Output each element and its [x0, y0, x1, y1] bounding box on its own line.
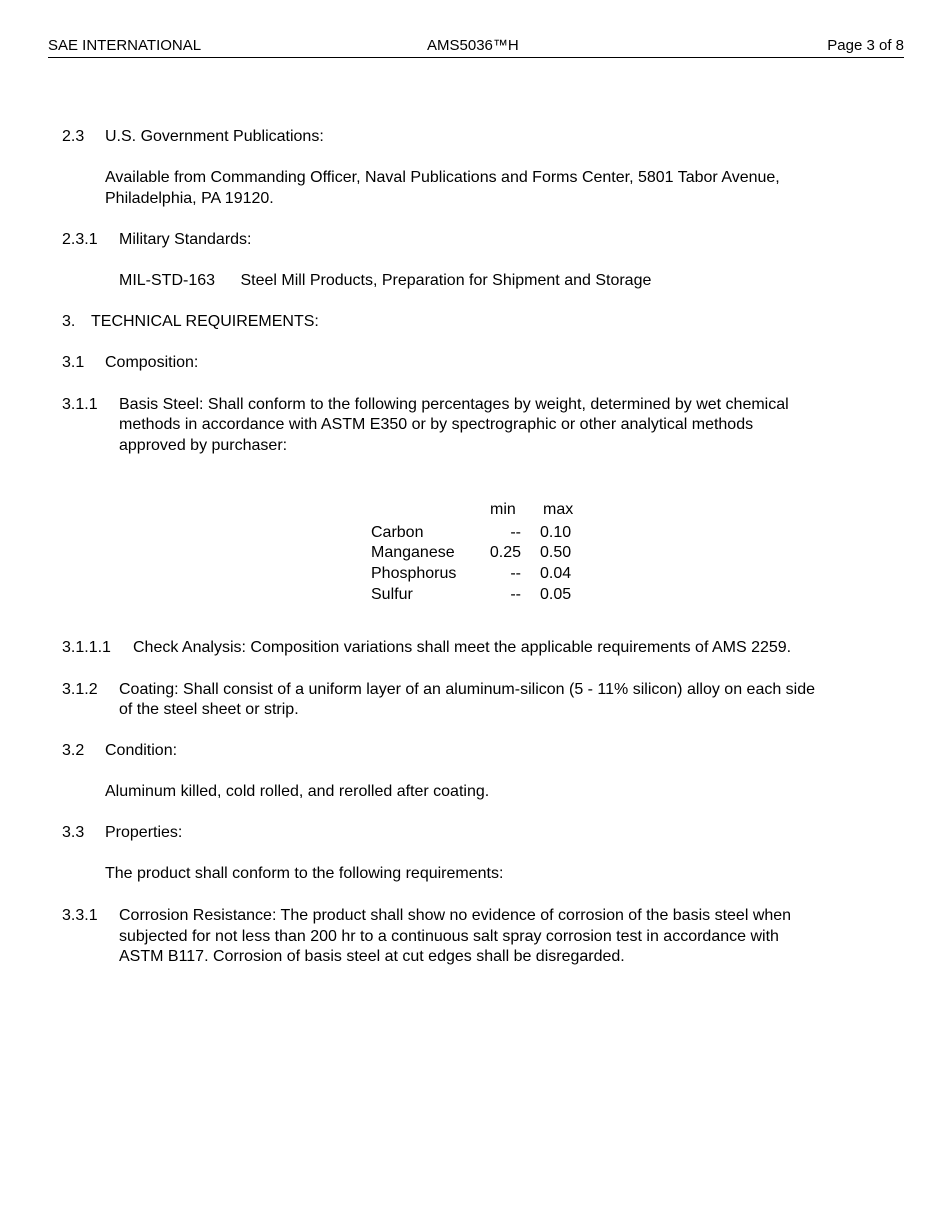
- section-text: Basis Steel: Shall conform to the following percentages by weight, determined by wet chemical: [119, 396, 789, 413]
- table-header-row: [371, 500, 591, 521]
- section-number: 2.3.1: [62, 231, 98, 248]
- section-3-1-2-line2: of the steel sheet or strip.: [119, 701, 299, 718]
- section-3-3-heading: [62, 823, 182, 844]
- section-title: Composition:: [105, 354, 199, 371]
- table-row: [371, 523, 591, 544]
- section-number: 3.1: [62, 354, 85, 371]
- element-name: Phosphorus: [371, 565, 457, 583]
- section-title: U.S. Government Publications:: [105, 128, 324, 145]
- section-text: Check Analysis: Composition variations shall meet the applicable requirements of AMS 2259.: [133, 639, 792, 656]
- section-2-3-1-heading: [62, 230, 252, 251]
- max-value: 0.10: [540, 523, 572, 541]
- section-3-3-body: The product shall conform to the following requirements:: [105, 865, 504, 882]
- element-name: Manganese: [371, 544, 455, 562]
- max-value: 0.04: [540, 565, 572, 583]
- section-3-1-1-1: [62, 638, 791, 659]
- column-header-min: min: [490, 501, 516, 518]
- element-name: Carbon: [371, 523, 424, 541]
- section-2-3-body-line1: Available from Commanding Officer, Naval Publications and Forms Center, 5801 Tabor Avenue,: [105, 169, 780, 186]
- section-3-3-1-line1: [62, 906, 791, 927]
- min-value: --: [510, 523, 521, 541]
- section-3-1-2-line1: [62, 680, 815, 701]
- section-text: Coating: Shall consist of a uniform layer of an aluminum-silicon (5 - 11% silicon) alloy on each side: [119, 681, 816, 698]
- section-number: 3.1.1.1: [62, 639, 111, 656]
- section-3-2-body: Aluminum killed, cold rolled, and rerolled after coating.: [105, 783, 490, 800]
- mil-std-entry: [119, 271, 651, 292]
- section-number: 2.3: [62, 128, 85, 145]
- section-3-3-1-line3: ASTM B117. Corrosion of basis steel at cut edges shall be disregarded.: [119, 948, 625, 965]
- section-2-3-heading: [62, 127, 324, 148]
- section-number: 3.3: [62, 824, 85, 841]
- table-row: [371, 543, 591, 564]
- header-page-number: Page 3 of 8: [827, 37, 904, 54]
- section-3-1-1-line2: methods in accordance with ASTM E350 or by spectrographic or other analytical methods: [119, 416, 754, 433]
- mil-std-code: MIL-STD-163: [119, 272, 216, 289]
- section-3-1-heading: [62, 353, 198, 374]
- min-value: 0.25: [489, 544, 521, 562]
- section-3-1-1-line1: [62, 395, 789, 416]
- column-header-max: max: [543, 501, 574, 518]
- section-text: Corrosion Resistance: The product shall show no evidence of corrosion of the basis steel when: [119, 907, 792, 924]
- section-title: Military Standards:: [119, 231, 252, 248]
- section-3-1-1-line3: approved by purchaser:: [119, 437, 288, 454]
- section-title: TECHNICAL REQUIREMENTS:: [91, 313, 319, 330]
- header-doc-id: AMS5036™H: [427, 37, 519, 54]
- section-number: 3.3.1: [62, 907, 98, 924]
- section-3-2-heading: [62, 741, 177, 762]
- section-number: 3.1.2: [62, 681, 98, 698]
- section-3-heading: [62, 312, 319, 333]
- page-header: [48, 37, 904, 58]
- min-value: --: [510, 585, 521, 603]
- section-number: 3.2: [62, 742, 85, 759]
- min-value: --: [510, 565, 521, 583]
- table-row: [371, 585, 591, 606]
- max-value: 0.50: [540, 544, 572, 562]
- header-org: SAE INTERNATIONAL: [48, 37, 202, 54]
- section-number: 3.: [62, 313, 76, 330]
- section-number: 3.1.1: [62, 396, 98, 413]
- section-title: Condition:: [105, 742, 178, 759]
- composition-table: [371, 500, 591, 605]
- section-3-3-1-line2: subjected for not less than 200 hr to a continuous salt spray corrosion test in accordance with: [119, 928, 779, 945]
- section-title: Properties:: [105, 824, 183, 841]
- mil-std-title: Steel Mill Products, Preparation for Shipment and Storage: [240, 272, 652, 289]
- element-name: Sulfur: [371, 585, 413, 603]
- section-2-3-body-line2: Philadelphia, PA 19120.: [105, 190, 274, 207]
- table-row: [371, 564, 591, 585]
- max-value: 0.05: [540, 585, 572, 603]
